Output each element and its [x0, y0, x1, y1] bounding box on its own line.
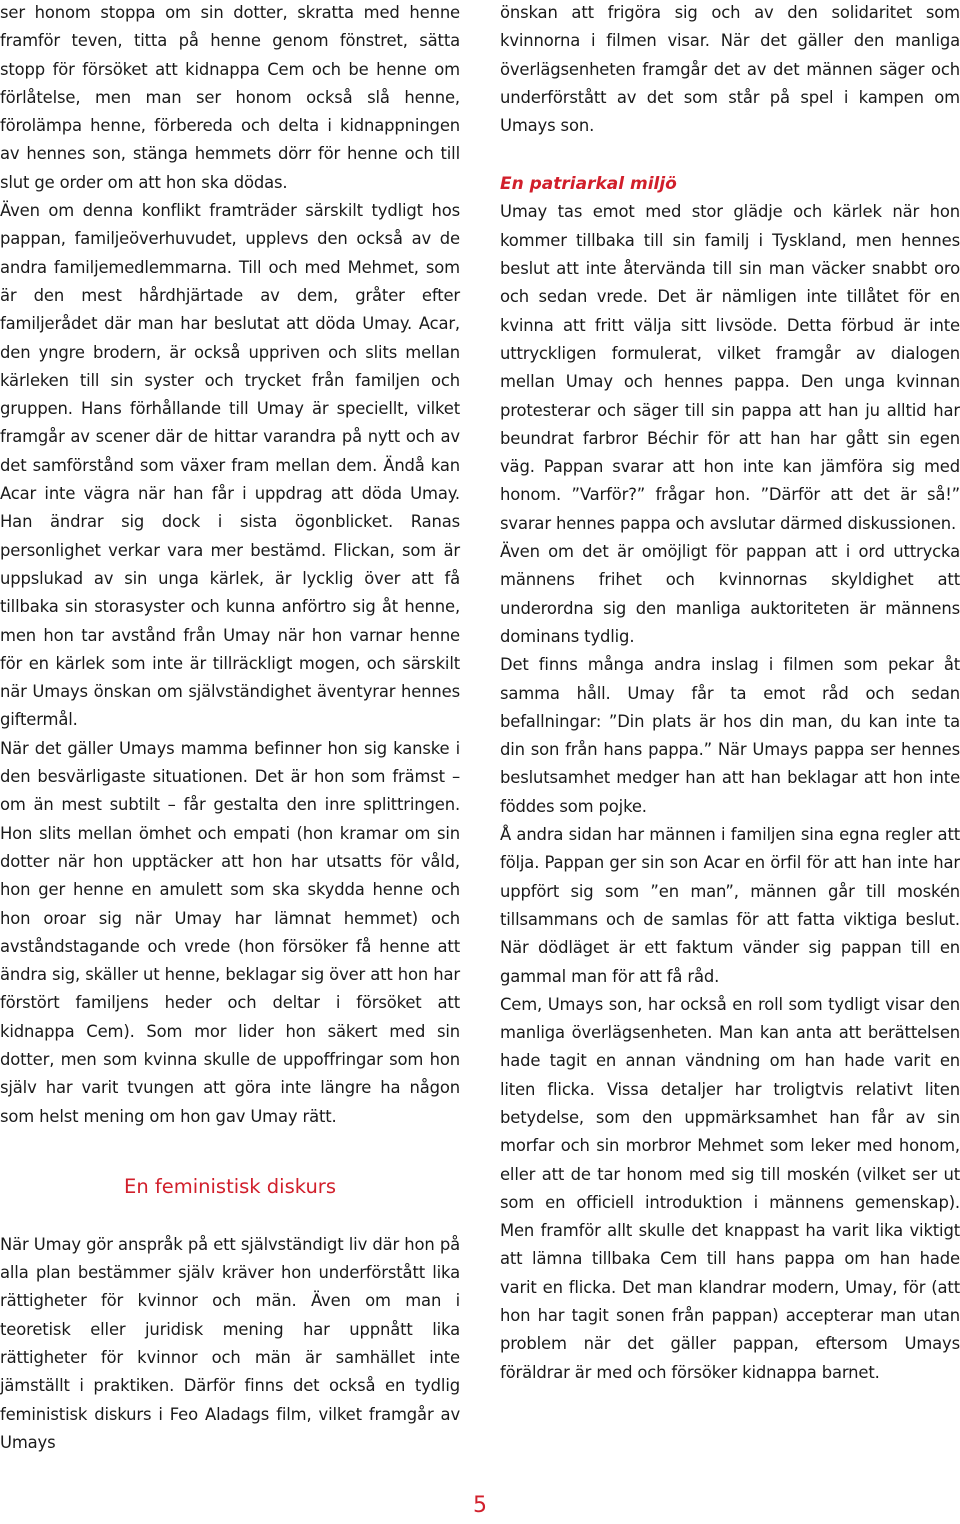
page-number: 5 [473, 1493, 487, 1518]
section-heading-feministisk: En feministisk diskurs [124, 1174, 336, 1198]
section-heading-patriarkal: En patriarkal miljö [500, 174, 677, 195]
body-paragraph: När det gäller Umays mamma befinner hon sig kanske i den besvärligaste situationen. Det är hon som främst – om än mest subtilt – får gestalta den inre splittringen. Hon slits mellan ömhet och empati (hon kramar om sin dotter när hon upptäcker att hon har utsatts för våld, hon ger henne en amulett som ska skydda henne och hon oroar sig när Umay har lämnat hemmet) och avståndstagande och vrede (hon försöker få henne att ändra sig, skäller ut henne, beklagar sig över att hon har förstört familjens heder och deltar i försöket att kidnappa Cem). Som mor lider hon säkert med sin dotter, men som kvinna skulle de uppoffringar som hon själv har varit tvungen att göra inte längre ha någon som helst mening om hon gav Umay rätt. [0, 738, 460, 1126]
body-paragraph: Även om denna konflikt framträder särskilt tydligt hos pappan, familjeöverhuvudet, upplevs den också av de andra familjemedlemmarna. Till och med Mehmet, som är den mest hårdhjärtade av dem, gråter efter familjerådet där man har beslutat att döda Umay. Acar, den yngre brodern, är också uppriven och slits mellan kärleken till sin syster och trycket från familjen och gruppen. Hans förhållande till Umay är speciellt, vilket framgår av scener där de hittar varandra på nytt och av det samförstånd som växer fram mellan dem. Ändå kan Acar inte vägra när han får i uppdrag att döda Umay. Han ändrar sig dock i sista ögonblicket. Ranas personlighet verkar vara mer bestämd. Flickan, som är uppslukad av sin unga kärlek, är lycklig över att få tillbaka sin storasyster och kunna anförtro sig åt henne, men hon tar avstånd från Umay när hon varnar henne för en kärlek som inte är tillräckligt mogen, och särskilt när Umays önskan om självständighet äventyrar hennes giftermål. [0, 201, 460, 730]
right-column [500, 0, 960, 1387]
body-paragraph: Även om det är omöjligt för pappan att i ord uttrycka männens frihet och kvinnornas skyldighet att underordna sig den manliga auktoriteten är männens dominans tydlig. [500, 542, 960, 646]
body-paragraph: Umay tas emot med stor glädje och kärlek när hon kommer tillbaka till sin familj i Tyskland, men hennes beslut att inte återvända till sin man väcker snabbt oro och sedan vrede. Det är nämligen inte tillåtet för en kvinna att fritt välja sitt livsöde. Detta förbud är inte uttryckligen formulerat, vilket framgår av dialogen mellan Umay och hennes pappa. Den unga kvinnan protesterar och säger till sin pappa att han ju alltid har beundrat farbror Béchir för att han har gått sin egen väg. Pappan svarar att hon inte kan jämföra sig med honom. ”Varför?” frågar hon. ”Därför att det är så!” svarar hennes pappa och avslutar därmed diskussionen. [500, 202, 960, 533]
left-column [0, 0, 460, 1457]
body-paragraph: Å andra sidan har männen i familjen sina egna regler att följa. Pappan ger sin son Acar en örfil för att han inte har uppfört sig som ”en man”, männen går till moskén tillsammans och de samlas för att fatta viktiga beslut. När dödläget är ett faktum vänder sig pappan till en gammal man för att få råd. [500, 825, 960, 986]
body-paragraph: Det finns många andra inslag i filmen som pekar åt samma håll. Umay får ta emot råd och sedan befallningar: ”Din plats är hos din man, du kan inte ta din son från hans pappa.” När Umays pappa ser hennes beslutsamhet medger han att han beklagar att hon inte föddes som pojke. [500, 655, 960, 816]
body-paragraph: ser honom stoppa om sin dotter, skratta med henne framför teven, titta på henne genom fönstret, sätta stopp för försöket att kidnappa Cem och be henne om förlåtelse, men man ser honom också slå henne, förolämpa henne, förbereda och delta i kidnappningen av hennes son, stänga hemmets dörr för henne och till slut ge order om att hon ska dödas. [0, 3, 460, 192]
body-paragraph: önskan att frigöra sig och av den solidaritet som kvinnorna i filmen visar. När det gäller den manliga överlägsenheten framgår det av det männen säger och underförstått av det som står på spel i kampen om Umays son. [500, 3, 960, 136]
body-paragraph: När Umay gör anspråk på ett självständigt liv där hon på alla plan bestämmer själv kräver hon underförstått lika rättigheter för kvinnor och män. Även om man i teoretisk eller juridisk mening har uppnått lika rättigheter för kvinnor och män är samhället inte jämställt i praktiken. Därför finns det också en tydlig feministisk diskurs i Feo Aladags film, vilket framgår av Umays [0, 1234, 460, 1452]
body-paragraph: Cem, Umays son, har också en roll som tydligt visar den manliga överlägsenheten. Man kan anta att berättelsen hade tagit en annan vändning om han hade varit en liten flicka. Vissa detaljer har troligtvis relativt liten betydelse, som den uppmärksamhet han får av sin morfar och sin morbror Mehmet som leker med honom, eller att de tar honom med sig till moskén (vilket ser ut som en officiell introduktion i männens gemenskap). Men framför allt skulle det knappast ha varit lika viktigt att lämna tillbaka Cem till hans pappa om han hade varit en flicka. Det man klandrar modern, Umay, för (att hon har tagit sonen från pappan) accepterar man utan problem när det gäller pappan, eftersom Umays föräldrar är med och försöker kidnappa barnet. [500, 994, 960, 1382]
